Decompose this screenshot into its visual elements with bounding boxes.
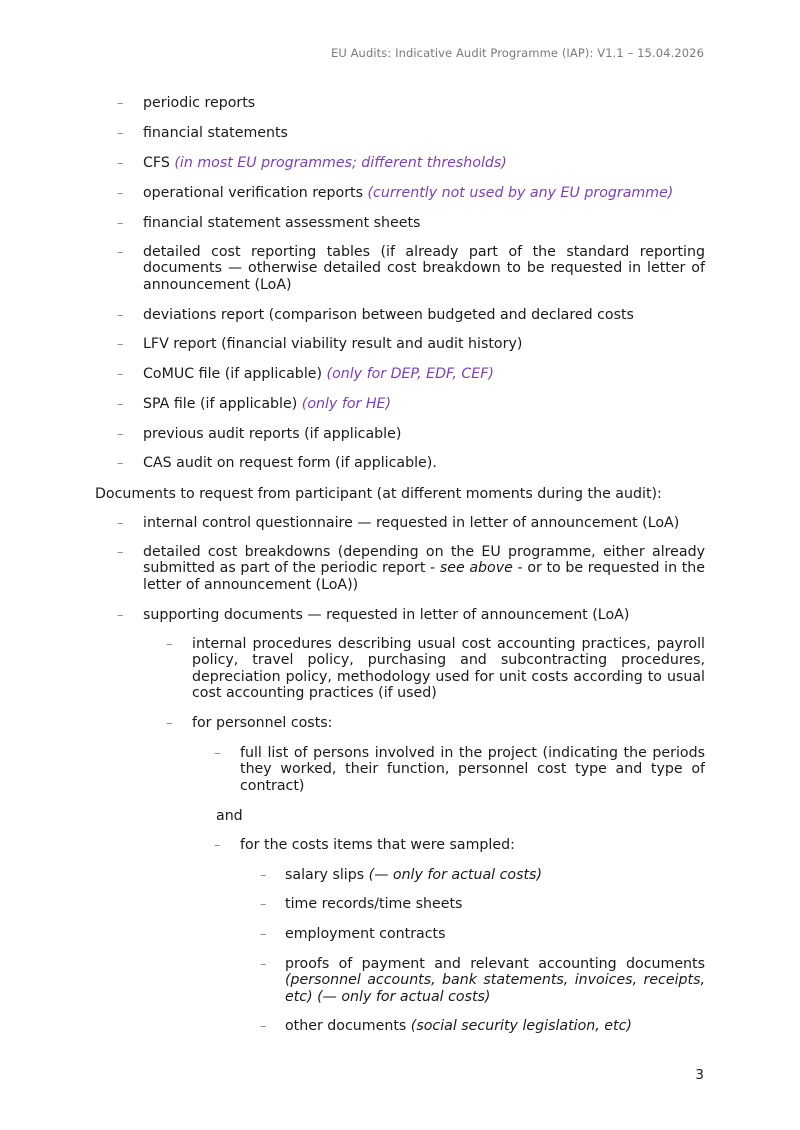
- list-dash: –: [117, 245, 124, 260]
- connector-and: and: [216, 808, 243, 824]
- list-dash: –: [260, 1019, 267, 1034]
- list-item: SPA file (if applicable) (only for HE): [143, 396, 392, 412]
- list-item: CFS (in most EU programmes; different thresholds): [143, 155, 507, 171]
- list-dash: –: [117, 427, 124, 442]
- list-item: proofs of payment and relevant accounting documents (personnel accounts, bank statements, invoices, receipts, etc) (— only for actual costs): [285, 956, 705, 1005]
- list-item: financial statements: [143, 125, 288, 141]
- list-item: supporting documents — requested in letter of announcement (LoA): [143, 607, 630, 623]
- list-item: financial statement assessment sheets: [143, 215, 421, 231]
- programme-note: (currently not used by any EU programme): [367, 185, 674, 201]
- programme-note: (in most EU programmes; different thresholds): [174, 155, 507, 171]
- list-dash: –: [214, 838, 221, 853]
- list-item: other documents (social security legislation, etc): [285, 1018, 632, 1034]
- list-dash: –: [117, 367, 124, 382]
- programme-note: (only for HE): [301, 396, 392, 412]
- list-item: periodic reports: [143, 95, 256, 111]
- programme-note: (only for DEP, EDF, CEF): [326, 366, 494, 382]
- list-item: CAS audit on request form (if applicable).: [143, 455, 437, 471]
- list-item: salary slips (— only for actual costs): [285, 867, 542, 883]
- list-item: full list of persons involved in the project (indicating the periods they worked, their function, personnel cost type and type of contract): [240, 745, 705, 794]
- list-dash: –: [260, 957, 267, 972]
- list-item: detailed cost reporting tables (if already part of the standard reporting documents — otherwise detailed cost breakdown to be requested in letter of announcement (LoA): [143, 244, 705, 293]
- list-item: internal control questionnaire — requested in letter of announcement (LoA): [143, 515, 680, 531]
- list-dash: –: [117, 545, 124, 560]
- list-dash: –: [166, 637, 173, 652]
- list-dash: –: [260, 927, 267, 942]
- list-item: deviations report (comparison between budgeted and declared costs: [143, 307, 634, 323]
- list-dash: –: [117, 186, 124, 201]
- running-header: EU Audits: Indicative Audit Programme (IAP): V1.1 – 15.04.2026: [330, 46, 704, 60]
- list-dash: –: [117, 216, 124, 231]
- paragraph-intro: Documents to request from participant (at different moments during the audit):: [95, 486, 662, 502]
- list-item: time records/time sheets: [285, 896, 463, 912]
- list-dash: –: [117, 456, 124, 471]
- list-item: detailed cost breakdowns (depending on the EU programme, either already submitted as part of the periodic report - see above - or to be requested in the letter of announcement (LoA)): [143, 544, 706, 593]
- list-dash: –: [260, 868, 267, 883]
- list-dash: –: [117, 337, 124, 352]
- list-item: previous audit reports (if applicable): [143, 426, 402, 442]
- list-dash: –: [260, 897, 267, 912]
- list-item: internal procedures describing usual cost accounting practices, payroll policy, travel policy, purchasing and subcontracting procedures, depreciation policy, methodology used for unit costs according to usual cost accounting practices (if used): [192, 636, 705, 702]
- list-dash: –: [166, 716, 173, 731]
- list-dash: –: [117, 156, 124, 171]
- list-item: LFV report (financial viability result and audit history): [143, 336, 523, 352]
- list-dash: –: [117, 96, 124, 111]
- list-dash: –: [117, 308, 124, 323]
- list-item: operational verification reports (currently not used by any EU programme): [143, 185, 674, 201]
- page-number: 3: [695, 1067, 704, 1083]
- list-dash: –: [214, 746, 221, 761]
- list-item: CoMUC file (if applicable) (only for DEP, EDF, CEF): [143, 366, 494, 382]
- list-item: employment contracts: [285, 926, 446, 942]
- list-dash: –: [117, 608, 124, 623]
- list-item: for personnel costs:: [192, 715, 333, 731]
- list-dash: –: [117, 126, 124, 141]
- list-item: for the costs items that were sampled:: [240, 837, 515, 853]
- list-dash: –: [117, 516, 124, 531]
- list-dash: –: [117, 397, 124, 412]
